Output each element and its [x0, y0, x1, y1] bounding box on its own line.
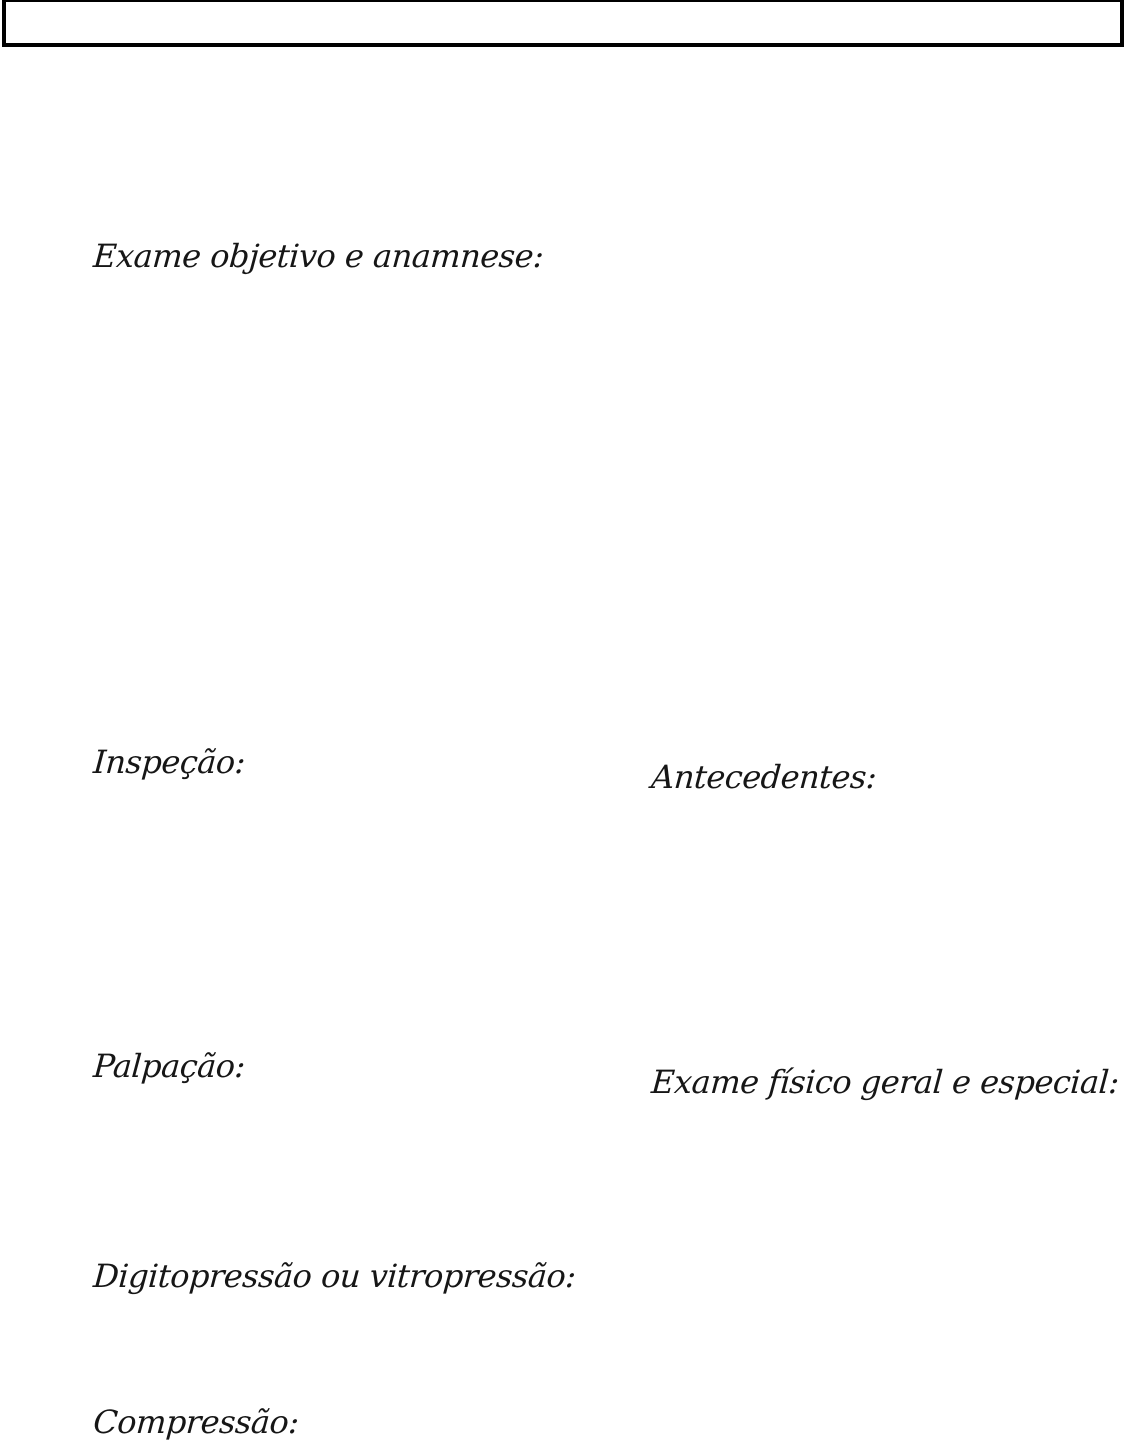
section-label-exame-fisico-geral-especial: Exame físico geral e especial: — [650, 1063, 1121, 1101]
section-label-digitopressao-vitropressao: Digitopressão ou vitropressão: — [92, 1257, 578, 1295]
header-title-box — [2, 0, 1124, 47]
section-label-antecedentes: Antecedentes: — [650, 758, 878, 796]
section-label-inspecao: Inspeção: — [92, 743, 247, 781]
section-label-exame-objetivo-anamnese: Exame objetivo e anamnese: — [92, 237, 545, 275]
section-label-palpacao: Palpação: — [92, 1047, 247, 1085]
section-label-compressao: Compressão: — [92, 1403, 301, 1441]
